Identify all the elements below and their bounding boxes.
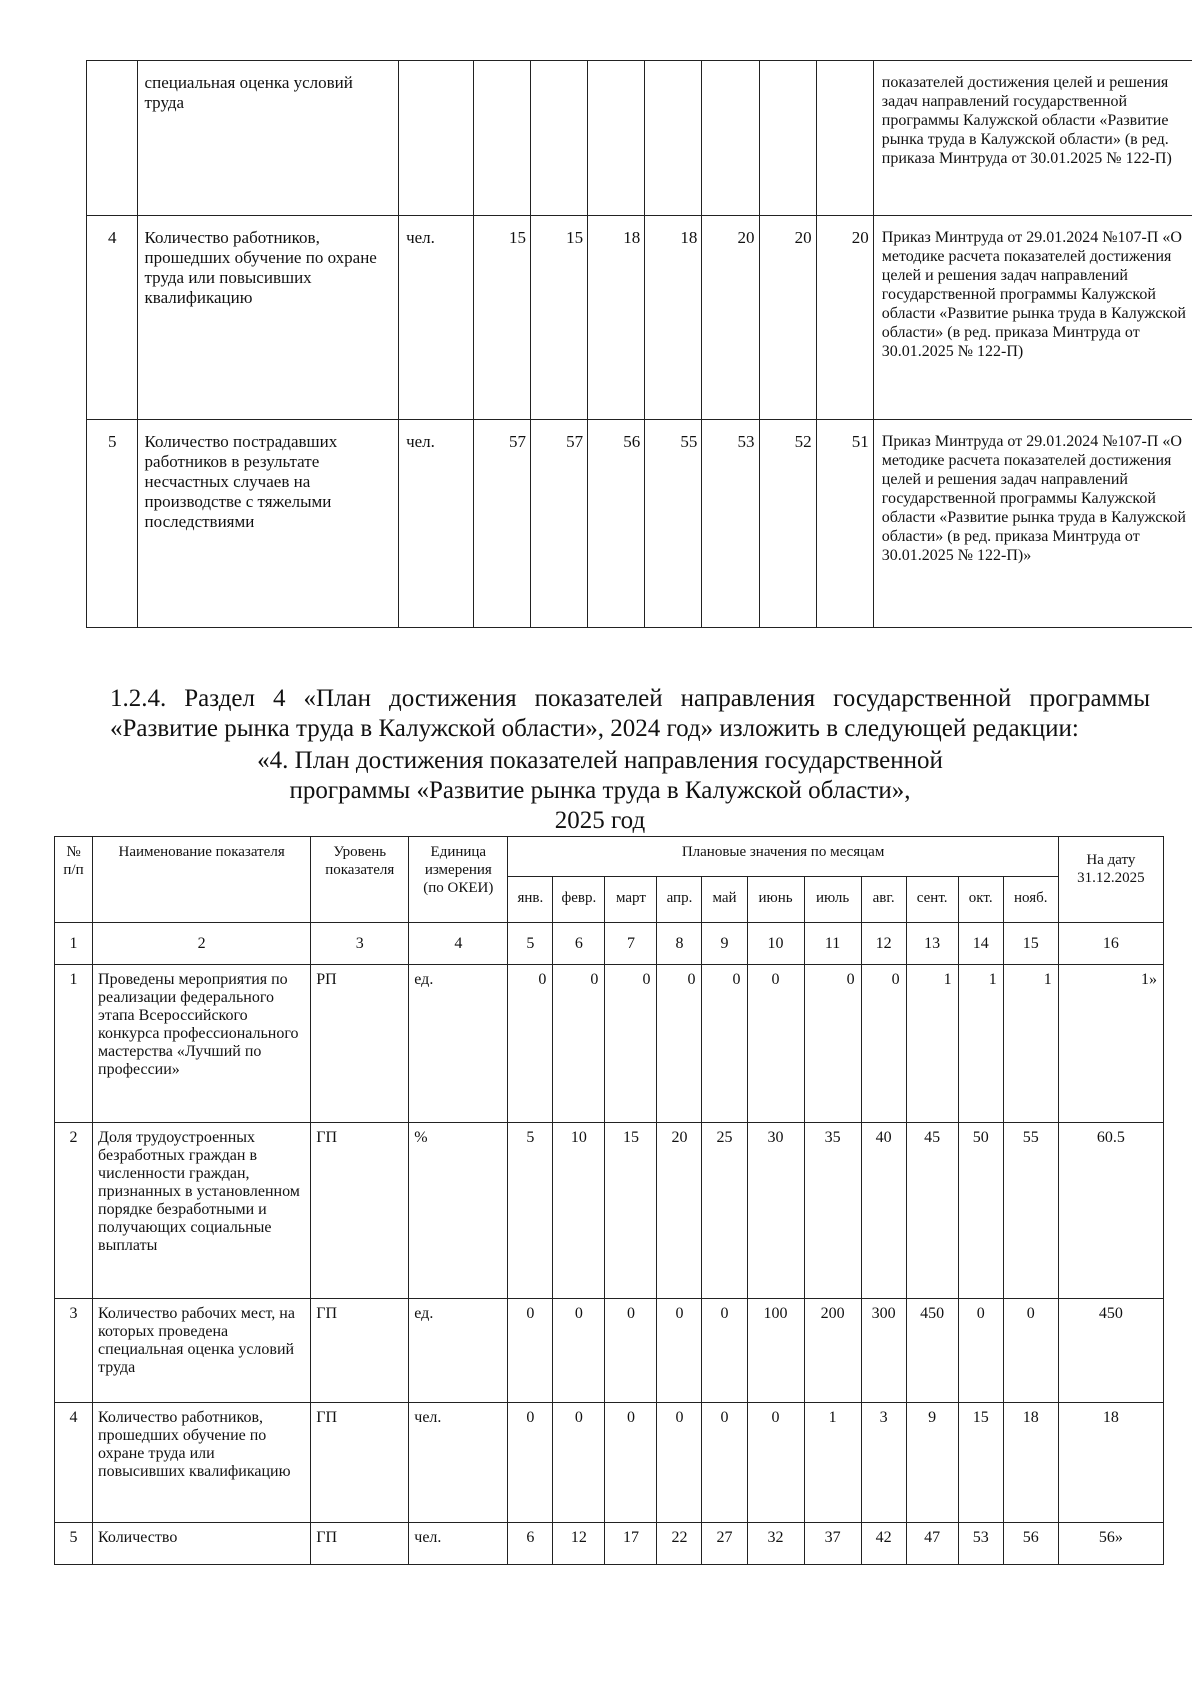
value-cell: 53 bbox=[702, 420, 759, 628]
row-number: 2 bbox=[55, 1123, 93, 1299]
value-cell bbox=[473, 61, 530, 216]
month-value: 0 bbox=[702, 965, 747, 1123]
column-number: 12 bbox=[861, 923, 906, 965]
section-heading-line-1: «4. План достижения показателей направления государственной bbox=[257, 747, 943, 774]
month-value: 30 bbox=[747, 1123, 804, 1299]
indicator-name: Количество bbox=[93, 1523, 311, 1565]
year-end-value: 56» bbox=[1058, 1523, 1163, 1565]
month-value: 0 bbox=[553, 965, 605, 1123]
plan-table bbox=[54, 836, 1164, 1565]
month-value: 53 bbox=[958, 1523, 1003, 1565]
month-value: 450 bbox=[906, 1299, 958, 1403]
section-heading-line-3: 2025 год bbox=[554, 807, 646, 834]
month-value: 15 bbox=[958, 1403, 1003, 1523]
month-value: 0 bbox=[553, 1299, 605, 1403]
month-value: 18 bbox=[1003, 1403, 1058, 1523]
value-cell: 15 bbox=[473, 216, 530, 420]
unit: чел. bbox=[409, 1523, 508, 1565]
indicator-name: Количество работников, прошедших обучение по охране труда или повысивших квалификацию bbox=[93, 1403, 311, 1523]
row-number: 4 bbox=[87, 216, 138, 420]
month-value: 0 bbox=[702, 1403, 747, 1523]
month-value: 0 bbox=[861, 965, 906, 1123]
value-cell: 18 bbox=[645, 216, 702, 420]
value-cell: 57 bbox=[530, 420, 587, 628]
indicator-level: ГП bbox=[311, 1403, 409, 1523]
value-cell bbox=[816, 61, 873, 216]
value-cell: 56 bbox=[588, 420, 645, 628]
month-value: 42 bbox=[861, 1523, 906, 1565]
month-value: 100 bbox=[747, 1299, 804, 1403]
column-number: 9 bbox=[702, 923, 747, 965]
value-cell: 18 bbox=[588, 216, 645, 420]
month-value: 0 bbox=[657, 965, 702, 1123]
month-value: 10 bbox=[553, 1123, 605, 1299]
source-document: Приказ Минтруда от 29.01.2024 №107-П «О методике расчета показателей достижения целей и решения задач направлений государственной программы Калужской области «Развитие рынка труда в Калужской области» (в ред. приказа Минтруда от 30.01.2025 № 122-П) bbox=[873, 216, 1192, 420]
month-value: 50 bbox=[958, 1123, 1003, 1299]
month-value: 47 bbox=[906, 1523, 958, 1565]
month-value: 32 bbox=[747, 1523, 804, 1565]
month-value: 0 bbox=[1003, 1299, 1058, 1403]
month-value: 12 bbox=[553, 1523, 605, 1565]
month-value: 300 bbox=[861, 1299, 906, 1403]
column-numbers-row bbox=[55, 923, 1164, 965]
row-number: 3 bbox=[55, 1299, 93, 1403]
month-value: 56 bbox=[1003, 1523, 1058, 1565]
value-cell bbox=[645, 61, 702, 216]
value-cell: 20 bbox=[759, 216, 816, 420]
indicator-level: ГП bbox=[311, 1123, 409, 1299]
month-header: июнь bbox=[747, 877, 804, 923]
month-value: 17 bbox=[605, 1523, 657, 1565]
indicator-level: РП bbox=[311, 965, 409, 1123]
year-end-value: 450 bbox=[1058, 1299, 1163, 1403]
column-number: 4 bbox=[409, 923, 508, 965]
month-value: 0 bbox=[804, 965, 861, 1123]
table-row bbox=[55, 1403, 1164, 1523]
month-value: 0 bbox=[508, 1299, 553, 1403]
month-header: апр. bbox=[657, 877, 702, 923]
column-number: 8 bbox=[657, 923, 702, 965]
month-value: 0 bbox=[747, 965, 804, 1123]
row-number: 1 bbox=[55, 965, 93, 1123]
header-num: № п/п bbox=[55, 837, 93, 923]
month-header: авг. bbox=[861, 877, 906, 923]
header-monthly: Плановые значения по месяцам bbox=[508, 837, 1058, 877]
month-value: 15 bbox=[605, 1123, 657, 1299]
header-level: Уровень показателя bbox=[311, 837, 409, 923]
value-cell bbox=[530, 61, 587, 216]
value-cell: 57 bbox=[473, 420, 530, 628]
month-value: 0 bbox=[508, 965, 553, 1123]
unit: чел. bbox=[399, 420, 474, 628]
indicators-table-continuation bbox=[86, 60, 1192, 628]
header-name: Наименование показателя bbox=[93, 837, 311, 923]
month-value: 0 bbox=[605, 965, 657, 1123]
year-end-value: 60.5 bbox=[1058, 1123, 1163, 1299]
row-number bbox=[87, 61, 138, 216]
month-value: 200 bbox=[804, 1299, 861, 1403]
month-header: май bbox=[702, 877, 747, 923]
month-header: сент. bbox=[906, 877, 958, 923]
month-value: 0 bbox=[605, 1299, 657, 1403]
row-number: 5 bbox=[55, 1523, 93, 1565]
table-row bbox=[55, 965, 1164, 1123]
month-value: 37 bbox=[804, 1523, 861, 1565]
month-header: нояб. bbox=[1003, 877, 1058, 923]
column-number: 11 bbox=[804, 923, 861, 965]
month-value: 25 bbox=[702, 1123, 747, 1299]
table-row bbox=[55, 1523, 1164, 1565]
indicator-name: Количество рабочих мест, на которых проведена специальная оценка условий труда bbox=[93, 1299, 311, 1403]
table-row bbox=[87, 216, 1193, 420]
table-row bbox=[87, 420, 1193, 628]
value-cell bbox=[759, 61, 816, 216]
month-value: 55 bbox=[1003, 1123, 1058, 1299]
month-header: окт. bbox=[958, 877, 1003, 923]
month-value: 40 bbox=[861, 1123, 906, 1299]
column-number: 7 bbox=[605, 923, 657, 965]
month-value: 45 bbox=[906, 1123, 958, 1299]
month-value: 1 bbox=[1003, 965, 1058, 1123]
indicator-name: Количество пострадавших работников в результате несчастных случаев на производстве с тяжелыми последствиями bbox=[137, 420, 399, 628]
row-number: 5 bbox=[87, 420, 138, 628]
column-number: 2 bbox=[93, 923, 311, 965]
table-row bbox=[55, 1299, 1164, 1403]
month-value: 6 bbox=[508, 1523, 553, 1565]
table-row bbox=[55, 1123, 1164, 1299]
column-number: 15 bbox=[1003, 923, 1058, 965]
source-document: показателей достижения целей и решения задач направлений государственной программы Калужской области «Развитие рынка труда в Калужской области» (в ред. приказа Минтруда от 30.01.2025 № 122-П) bbox=[873, 61, 1192, 216]
value-cell: 15 bbox=[530, 216, 587, 420]
section-heading-line-2: программы «Развитие рынка труда в Калужской области», bbox=[289, 777, 911, 804]
value-cell bbox=[588, 61, 645, 216]
column-number: 14 bbox=[958, 923, 1003, 965]
month-value: 0 bbox=[958, 1299, 1003, 1403]
month-value: 0 bbox=[508, 1403, 553, 1523]
indicator-name: Доля трудоустроенных безработных граждан в численности граждан, признанных в установленном порядке безработными и получающих социальные выплаты bbox=[93, 1123, 311, 1299]
column-number: 6 bbox=[553, 923, 605, 965]
month-header: июль bbox=[804, 877, 861, 923]
month-value: 1 bbox=[804, 1403, 861, 1523]
unit: ед. bbox=[409, 1299, 508, 1403]
column-number: 3 bbox=[311, 923, 409, 965]
unit: ед. bbox=[409, 965, 508, 1123]
month-value: 27 bbox=[702, 1523, 747, 1565]
month-value: 0 bbox=[657, 1403, 702, 1523]
year-end-value: 1» bbox=[1058, 965, 1163, 1123]
month-value: 1 bbox=[958, 965, 1003, 1123]
month-value: 3 bbox=[861, 1403, 906, 1523]
month-value: 35 bbox=[804, 1123, 861, 1299]
unit: чел. bbox=[409, 1403, 508, 1523]
column-number: 1 bbox=[55, 923, 93, 965]
month-value: 22 bbox=[657, 1523, 702, 1565]
row-number: 4 bbox=[55, 1403, 93, 1523]
header-unit: Единица измерения (по ОКЕИ) bbox=[409, 837, 508, 923]
indicator-level: ГП bbox=[311, 1299, 409, 1403]
month-value: 0 bbox=[657, 1299, 702, 1403]
indicator-name: Проведены мероприятия по реализации федерального этапа Всероссийского конкурса профессионального мастерства «Лучший по профессии» bbox=[93, 965, 311, 1123]
month-header: янв. bbox=[508, 877, 553, 923]
unit bbox=[399, 61, 474, 216]
month-value: 9 bbox=[906, 1403, 958, 1523]
month-value: 0 bbox=[747, 1403, 804, 1523]
column-number: 10 bbox=[747, 923, 804, 965]
year-end-value: 18 bbox=[1058, 1403, 1163, 1523]
table-row bbox=[87, 61, 1193, 216]
month-value: 0 bbox=[553, 1403, 605, 1523]
amendment-paragraph: 1.2.4. Раздел 4 «План достижения показателей направления государственной программы «Развитие рынка труда в Калужской области», 2024 год» изложить в следующей редакции: bbox=[110, 685, 1150, 742]
month-value: 1 bbox=[906, 965, 958, 1123]
value-cell bbox=[702, 61, 759, 216]
value-cell: 52 bbox=[759, 420, 816, 628]
column-number: 16 bbox=[1058, 923, 1163, 965]
month-value: 0 bbox=[605, 1403, 657, 1523]
indicator-level: ГП bbox=[311, 1523, 409, 1565]
month-header: март bbox=[605, 877, 657, 923]
unit: % bbox=[409, 1123, 508, 1299]
value-cell: 20 bbox=[816, 216, 873, 420]
month-value: 0 bbox=[702, 1299, 747, 1403]
month-header: февр. bbox=[553, 877, 605, 923]
unit: чел. bbox=[399, 216, 474, 420]
header-row bbox=[55, 837, 1164, 877]
indicator-name: Количество работников, прошедших обучение по охране труда или повысивших квалификацию bbox=[137, 216, 399, 420]
month-value: 20 bbox=[657, 1123, 702, 1299]
column-number: 13 bbox=[906, 923, 958, 965]
column-number: 5 bbox=[508, 923, 553, 965]
value-cell: 55 bbox=[645, 420, 702, 628]
source-document: Приказ Минтруда от 29.01.2024 №107-П «О методике расчета показателей достижения целей и решения задач направлений государственной программы Калужской области «Развитие рынка труда в Калужской области» (в ред. приказа Минтруда от 30.01.2025 № 122-П)» bbox=[873, 420, 1192, 628]
value-cell: 20 bbox=[702, 216, 759, 420]
indicator-name: специальная оценка условий труда bbox=[137, 61, 399, 216]
month-value: 5 bbox=[508, 1123, 553, 1299]
value-cell: 51 bbox=[816, 420, 873, 628]
header-date: На дату 31.12.2025 bbox=[1058, 837, 1163, 923]
